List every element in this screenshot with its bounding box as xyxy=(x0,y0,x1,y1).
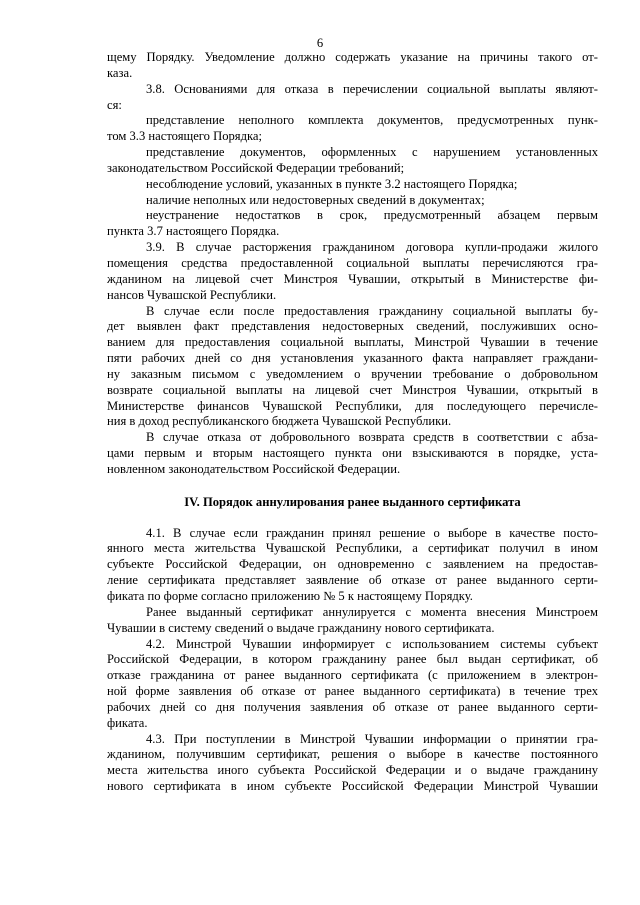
text-line: пяти рабочих дней со дня установления указанного факта направляет граждани- xyxy=(107,351,598,366)
text-line: возврате социальной выплаты на лицевой счет Минстроя Чувашии, открытый в xyxy=(107,382,598,397)
text-line: нового сертификата в ином субъекте Российской Федерации Минстрой Чувашии xyxy=(107,779,598,794)
text-line: жданином, получившим сертификат, решения о выборе в качестве постоянного xyxy=(107,747,598,762)
text-line: том 3.3 настоящего Порядка; xyxy=(107,129,262,144)
text-line: ванием для предоставления социальной выплаты, Минстрой Чувашии в течение xyxy=(107,335,598,350)
text-line: янного места жительства Чувашской Республики, а сертификат получил в ином xyxy=(107,541,598,556)
text-line: щему Порядку. Уведомление должно содержать указание на причины такого от- xyxy=(107,50,598,64)
text-line: ния в доход республиканского бюджета Чувашской Республики. xyxy=(107,414,452,429)
text-line: новленном законодательством Российской Федерации. xyxy=(107,461,401,476)
section-heading: IV. Порядок аннулирования ранее выданного сертификата xyxy=(184,494,521,509)
text-line: нансов Чувашской Республики. xyxy=(107,287,277,302)
text-line: каза. xyxy=(107,65,133,80)
text-line: неустранение недостатков в срок, предусмотренный абзацем первым xyxy=(146,208,598,223)
text-line: наличие неполных или недостоверных сведений в документах; xyxy=(146,192,485,207)
text-line: Ранее выданный сертификат аннулируется с момента внесения Минстроем xyxy=(146,604,598,619)
text-line: несоблюдение условий, указанных в пункте 3.2 настоящего Порядка; xyxy=(146,176,518,191)
text-line: субъекте Российской Федерации, он одновременно с заявлением на предостав- xyxy=(107,557,598,572)
text-line: законодательством Российской Федерации требований; xyxy=(107,160,405,175)
text-line: фиката по форме согласно приложению № 5 к настоящему Порядку. xyxy=(107,589,473,603)
text-line: дет выявлен факт представления недостоверных сведений, послуживших осно- xyxy=(107,319,598,334)
text-line: помещения средства предоставленной социальной выплаты перечисляются гра- xyxy=(107,255,598,270)
text-line: ся: xyxy=(107,97,122,112)
text-line: 4.3. При поступлении в Минстрой Чувашии информации о принятии гра- xyxy=(146,731,598,746)
text-line: отказе гражданина от ранее выданного сертификата (с приложением в электрон- xyxy=(107,668,598,683)
text-line: места жительства иного субъекта Российской Федерации и о выдаче гражданину xyxy=(107,763,598,778)
text-line: 4.2. Минстрой Чувашии информирует с использованием системы субъект xyxy=(146,636,598,651)
text-line: В случае если после предоставления гражданину социальной выплаты бу- xyxy=(146,303,598,318)
page-number: 6 xyxy=(316,36,324,50)
section-3-text xyxy=(107,50,598,478)
text-line: 3.8. Основаниями для отказа в перечислении социальной выплаты являют- xyxy=(146,81,598,96)
text-line: представление неполного комплекта документов, предусмотренных пунк- xyxy=(146,113,598,128)
text-line: представление документов, оформленных с нарушением установленных xyxy=(146,145,598,160)
text-line: Российской Федерации, в котором гражданину ранее был выдан сертификат, об xyxy=(107,652,598,667)
text-line: жданином на лицевой счет Минстроя Чувашии, открытый в Министерстве фи- xyxy=(107,271,598,286)
text-line: рабочих дней со дня получения заявления об отказе от ранее выданного серти- xyxy=(107,699,598,714)
text-line: ну заказным письмом с уведомлением о вручении требование о добровольном xyxy=(107,366,598,381)
section-4-text xyxy=(107,526,598,795)
text-line: ление сертификата представляет заявление об отказе от ранее выданного серти- xyxy=(107,573,598,588)
text-line: пункта 3.7 настоящего Порядка. xyxy=(107,224,280,239)
text-line: Министерстве финансов Чувашской Республики, для последующего перечисле- xyxy=(107,398,598,413)
text-line: ной форме заявления об отказе от ранее выданного сертификата) в течение трех xyxy=(107,684,598,699)
text-line: 3.9. В случае расторжения гражданином договора купли-продажи жилого xyxy=(146,240,598,255)
text-line: цами первым и вторым настоящего пункта они взыскиваются в порядке, уста- xyxy=(107,446,598,461)
text-line: фиката. xyxy=(107,715,148,730)
text-line: В случае отказа от добровольного возврата средств в соответствии с абза- xyxy=(146,430,598,445)
text-line: 4.1. В случае если гражданин принял решение о выборе в качестве посто- xyxy=(146,525,598,540)
document-body xyxy=(107,50,598,795)
text-line: Чувашии в систему сведений о выдаче гражданину нового сертификата. xyxy=(107,620,495,635)
